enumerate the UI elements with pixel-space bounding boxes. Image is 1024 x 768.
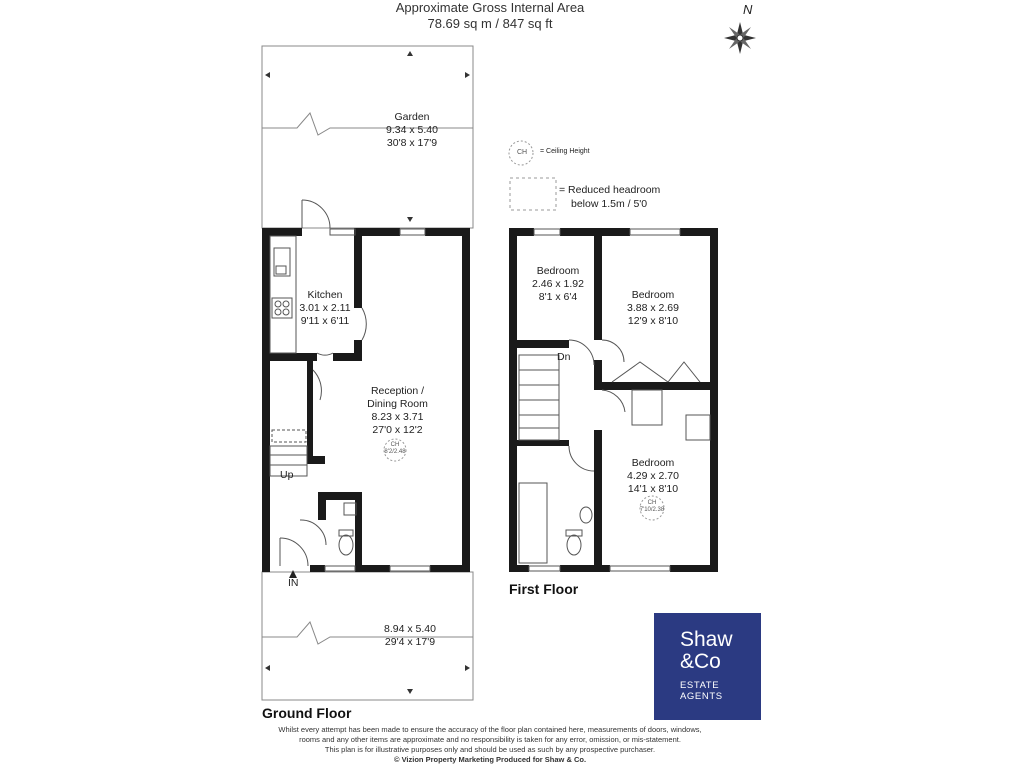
disclaimer-credits: © Vizion Property Marketing Produced for Shaw & Co.	[393, 755, 587, 764]
reception-ceiling-height: CH 8'2/2.48	[384, 442, 406, 455]
first-stairs-label: Dn	[557, 351, 571, 363]
entrance-label: IN	[288, 577, 299, 589]
first-floor-title: First Floor	[509, 581, 579, 597]
legend-ch-symbol: CH	[516, 149, 528, 156]
reception-label: Reception / Dining Room 8.23 x 3.71 27'0 x 12'2	[367, 385, 428, 436]
garden-label: Garden 9.34 x 5.40 30'8 x 17'9	[386, 111, 438, 149]
bedroom-ceiling-height: CH 7'10/2.38	[639, 500, 665, 513]
disclaimer-line1: Whilst every attempt has been made to ensure the accuracy of the floor plan contained here, measurements of doors, windows,	[278, 725, 702, 734]
legend-reduced-line1: = Reduced headroom	[559, 184, 661, 196]
ground-stairs-label: Up	[280, 469, 294, 481]
shaw-co-logo: Shaw &Co ESTATE AGENTS	[654, 613, 761, 720]
bedroom-top-right-label: Bedroom 3.88 x 2.69 12'9 x 8'10	[627, 289, 679, 327]
disclaimer-line3: This plan is for illustrative purposes only and should be used as such by any prospective purchaser.	[324, 745, 656, 754]
bedroom-bottom-right-label: Bedroom 4.29 x 2.70 14'1 x 8'10	[627, 457, 679, 495]
disclaimer-line2: rooms and any other items are approximate and no responsibility is taken for any error, omission, or mis-statement.	[299, 735, 681, 744]
compass-label: N	[743, 2, 753, 17]
compass-icon	[724, 22, 756, 54]
area-title: Approximate Gross Internal Area	[395, 0, 585, 15]
area-value: 78.69 sq m / 847 sq ft	[427, 16, 553, 31]
legend-reduced-line2: below 1.5m / 5'0	[571, 198, 648, 210]
front-area-label: 8.94 x 5.40 29'4 x 17'9	[384, 623, 436, 648]
legend-ch-label: = Ceiling Height	[540, 148, 590, 155]
ground-floor-title: Ground Floor	[262, 705, 352, 721]
bedroom-small-label: Bedroom 2.46 x 1.92 8'1 x 6'4	[532, 265, 584, 303]
kitchen-label: Kitchen 3.01 x 2.11 9'11 x 6'11	[299, 289, 351, 327]
